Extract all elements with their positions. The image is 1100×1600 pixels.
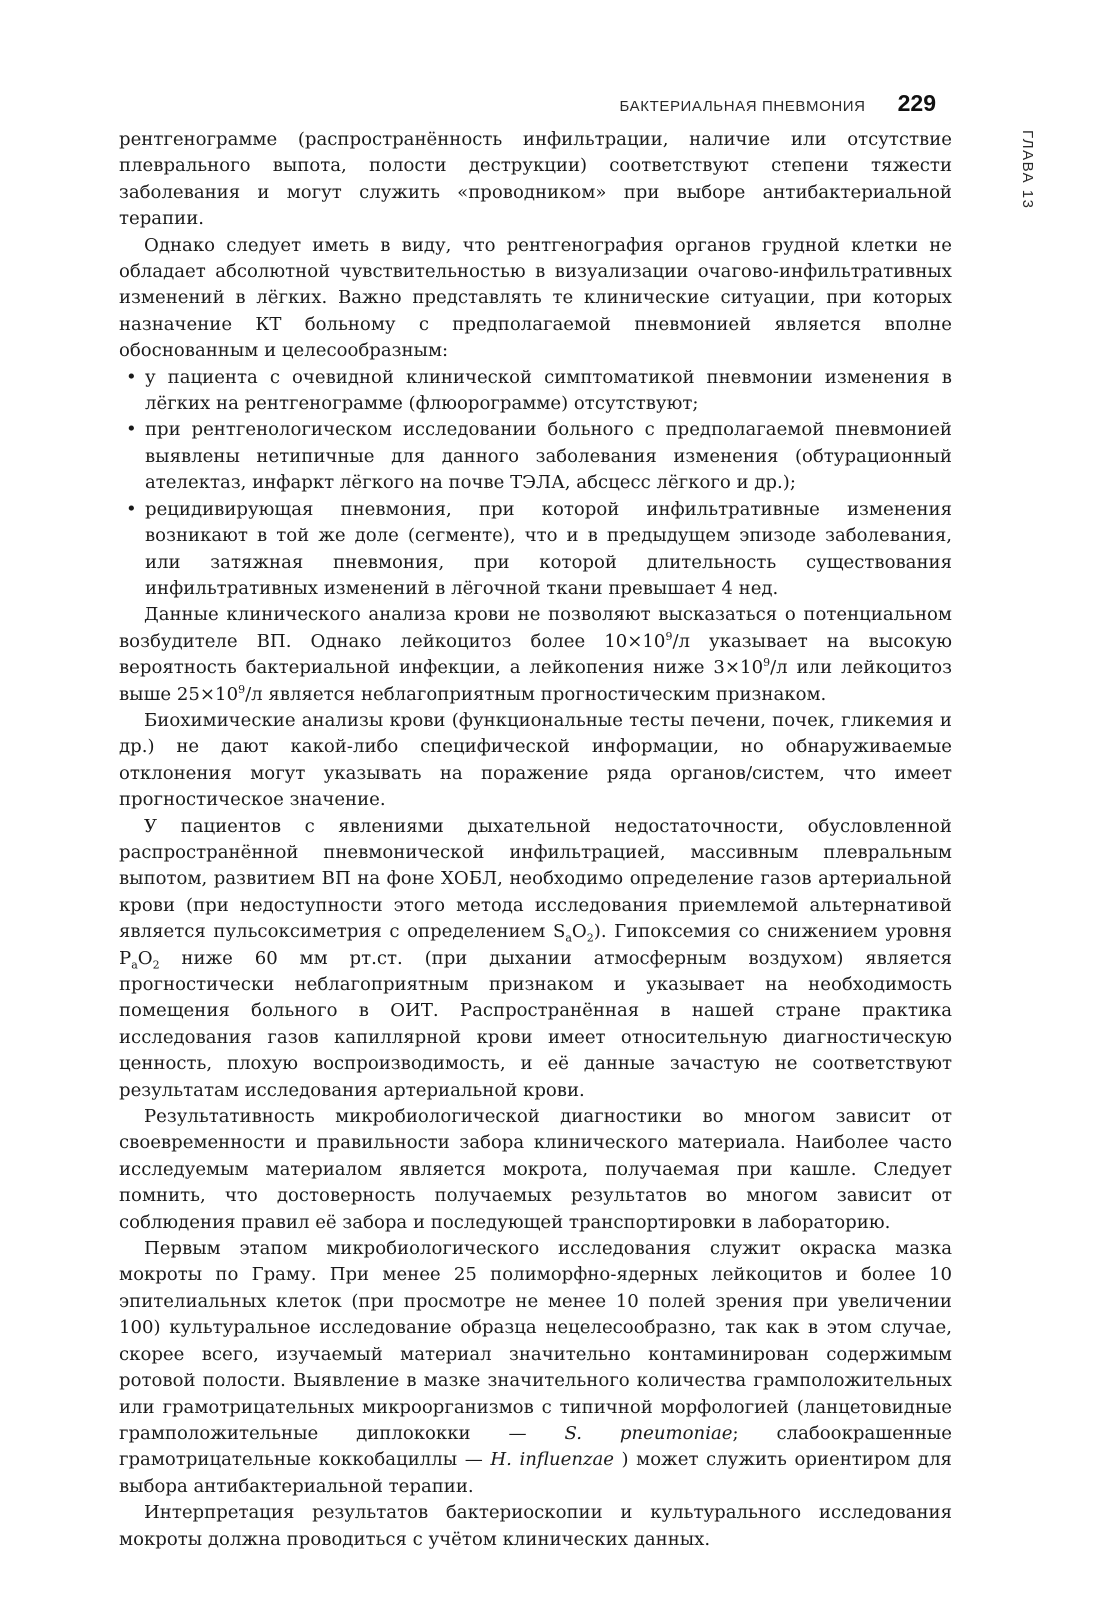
sao2-notation: $S_aO_2$: [552, 921, 594, 945]
paragraph-gram-stain: Первым этапом микробиологического исследования служит окраска мазка мокроты по Граму. При менее 25 полиморфно-ядерных лейкоцитов и более 10 эпителиальных клеток (при просмотре не менее 10 полей зрения при увеличении 100) культуральное исследование образца нецелесообразно, так как в этом случае, скорее всего, изучаемый материал значительно контаминирован содержимым ротовой полости. Выявление в мазке значительного количества грамположительных или грамотрицательных микроорганизмов с типичной морфологией (ланцетовидные грамположительные диплококки — S. pneumoniae; слабоокрашенные грамотрицательные коккобациллы — H. influenzae ) может служить ориентиром для выбора антибактериальной терапии.: [119, 1238, 952, 1497]
running-head: [620, 90, 936, 117]
chapter-tab: ГЛАВА 13: [1019, 130, 1036, 210]
list-item: • при рентгенологическом исследовании больного с предполагаемой пневмонией выявлены нетипичные для данного заболевания изменения (обтурационный ателектаз, инфаркт лёгкого на почве ТЭЛА, абсцесс лёгкого и др.);: [119, 417, 952, 496]
species-name: S. pneumoniae: [564, 1422, 733, 1444]
ct-indications-list: [119, 365, 952, 603]
paragraph-blood-count: Данные клинического анализа крови не позволяют высказаться о потенциальном возбудителе ВП. Однако лейкоцитоз более $10\times 10^9/л$ указывает на высокую вероятность бактериальной инфекции, а лейкопения ниже $3\times 10^9/л$ или лейкоцитоз выше $25\times 10^9/л$ является неблагоприятным прогностическим признаком.: [119, 604, 952, 705]
paragraph-ct-indications: Однако следует иметь в виду, что рентгенография органов грудной клетки не обладает абсолютной чувствительностью в визуализации очагово-инфильтративных изменений в лёгких. Важно представлять те клинические ситуации, при которых назначение КТ больному с предполагаемой пневмонией является вполне обоснованным и целесообразным:: [119, 234, 952, 362]
list-item: • у пациента с очевидной клинической симптоматикой пневмонии изменения в лёгких на рентгенограмме (флюорограмме) отсутствуют;: [119, 365, 952, 418]
pao2-notation: $P_aO_2$: [119, 947, 160, 972]
page-body: [119, 127, 952, 1553]
paragraph-interpretation: Интерпретация результатов бактериоскопии и культурального исследования мокроты должна проводиться с учётом клинических данных.: [119, 1502, 952, 1550]
page-number: 229: [897, 90, 936, 116]
paragraph-microbiology: Результативность микробиологической диагностики во многом зависит от своевременности и правильности забора клинического материала. Наиболее часто исследуемым материалом является мокрота, получаемая при кашле. Следует помнить, что достоверность получаемых результатов во многом зависит от соблюдения правил её забора и последующей транспортировки в лабораторию.: [119, 1106, 952, 1233]
list-item: • рецидивирующая пневмония, при которой инфильтративные изменения возникают в той же доле (сегменте), что и в предыдущем эпизоде заболевания, или затяжная пневмония, при которой длительность существования инфильтративных изменений в лёгочной ткани превышает 4 нед.: [119, 497, 952, 603]
species-name: H. influenzae: [490, 1449, 614, 1471]
paragraph-biochemistry: Биохимические анализы крови (функциональные тесты печени, почек, гликемия и др.) не дают какой-либо специфической информации, но обнаруживаемые отклонения могут указывать на поражение ряда органов/систем, что имеет прогностическое значение.: [119, 709, 952, 811]
paragraph-blood-gas: У пациентов с явлениями дыхательной недостаточности, обусловленной распространённой пневмонической инфильтрацией, массивным плевральным выпотом, развитием ВП на фоне ХОБЛ, необходимо определение газов артериальной крови (при недоступности этого метода исследования приемлемой альтернативой является пульсоксиметрия с определением $S_aO_2$). Гипоксемия со снижением уровня $P_aO_2$ ниже 60 мм рт.ст. (при дыхании атмосферным воздухом) является прогностически неблагоприятным признаком и указывает на необходимость помещения больного в ОИТ. Распространённая в нашей стране практика исследования газов капиллярной крови имеет относительную диагностическую ценность, плохую воспроизводимость, и её данные зачастую не соответствуют результатам исследования артериальной крови.: [119, 815, 952, 1101]
running-title: БАКТЕРИАЛЬНАЯ ПНЕВМОНИЯ: [619, 98, 866, 115]
paragraph-continuation: рентгенограмме (распространённость инфильтрации, наличие или отсутствие плеврального выпота, полости деструкции) соответствуют степени тяжести заболевания и могут служить «проводником» при выборе антибактериальной терапии.: [119, 129, 952, 230]
